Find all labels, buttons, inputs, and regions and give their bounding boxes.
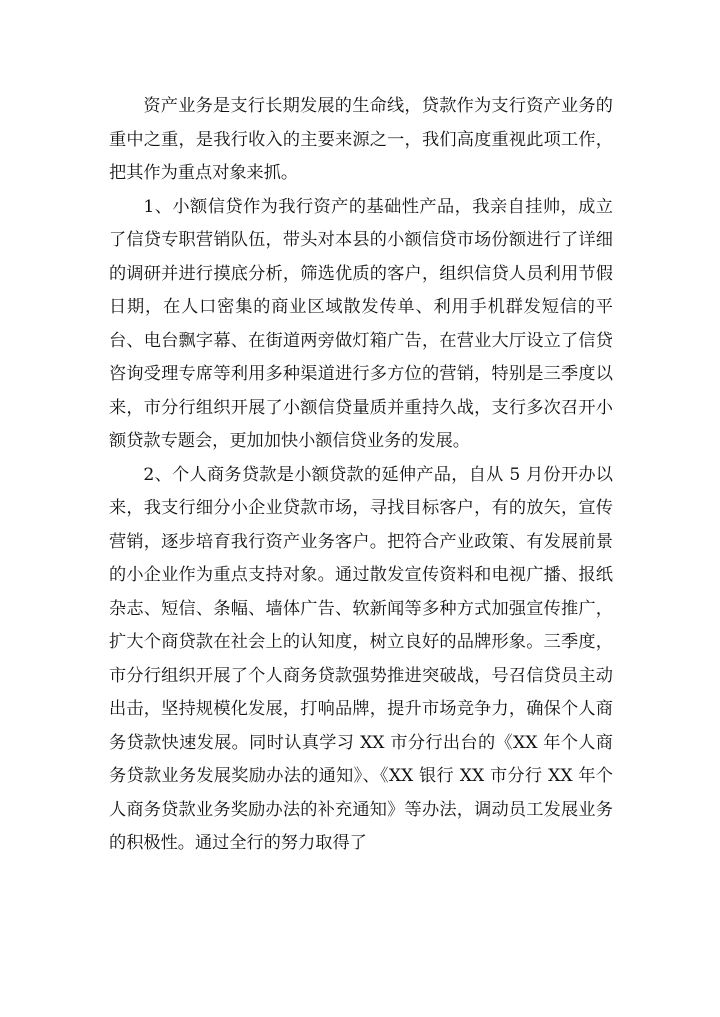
paragraph-intro: 资产业务是支行长期发展的生命线，贷款作为支行资产业务的重中之重，是我行收入的主要来源之一，我们高度重视此项工作，把其作为重点对象来抓。 — [109, 96, 613, 183]
paragraph-microcredit: 1、小额信贷作为我行资产的基础性产品，我亲自挂帅，成立了信贷专职营销队伍，带头对本县的小额信贷市场份额进行了详细的调研并进行摸底分析，筛选优质的客户，组织信贷人员利用节假日期，在人口密集的商业区域散发传单、利用手机群发短信的平台、电台飘字幕、在街道两旁做灯箱广告，在营业大厅设立了信贷咨询受理专席等利用多种渠道进行多方位的营销，特别是三季度以来，市分行组织开展了小额信贷量质并重持久战，支行多次召开小额贷款专题会，更加加快小额信贷业务的发展。 — [109, 196, 613, 451]
paragraph-business-loan: 2、个人商务贷款是小额贷款的延伸产品，自从 5 月份开办以来，我支行细分小企业贷款市场，寻找目标客户，有的放矢，宣传营销，逐步培育我行资产业务客户。把符合产业政策、有发展前景的小企业作为重点支持对象。通过散发宣传资料和电视广播、报纸杂志、短信、条幅、墙体广告、软新闻等多种方式加强宣传推广，扩大个商贷款在社会上的认知度，树立良好的品牌形象。三季度，市分行组织开展了个人商务贷款强势推进突破战，号召信贷员主动出击，坚持规模化发展，打响品牌，提升市场竞争力，确保个人商务贷款快速发展。同时认真学习 XX 市分行出台的《XX 年个人商务贷款业务发展奖励办法的通知》、《XX 银行 XX 市分行 XX 年个人商务贷款业务奖励办法的补充通知》等办法，调动员工发展业务的积极性。通过全行的努力取得了 — [109, 464, 613, 853]
document-body — [109, 90, 613, 861]
